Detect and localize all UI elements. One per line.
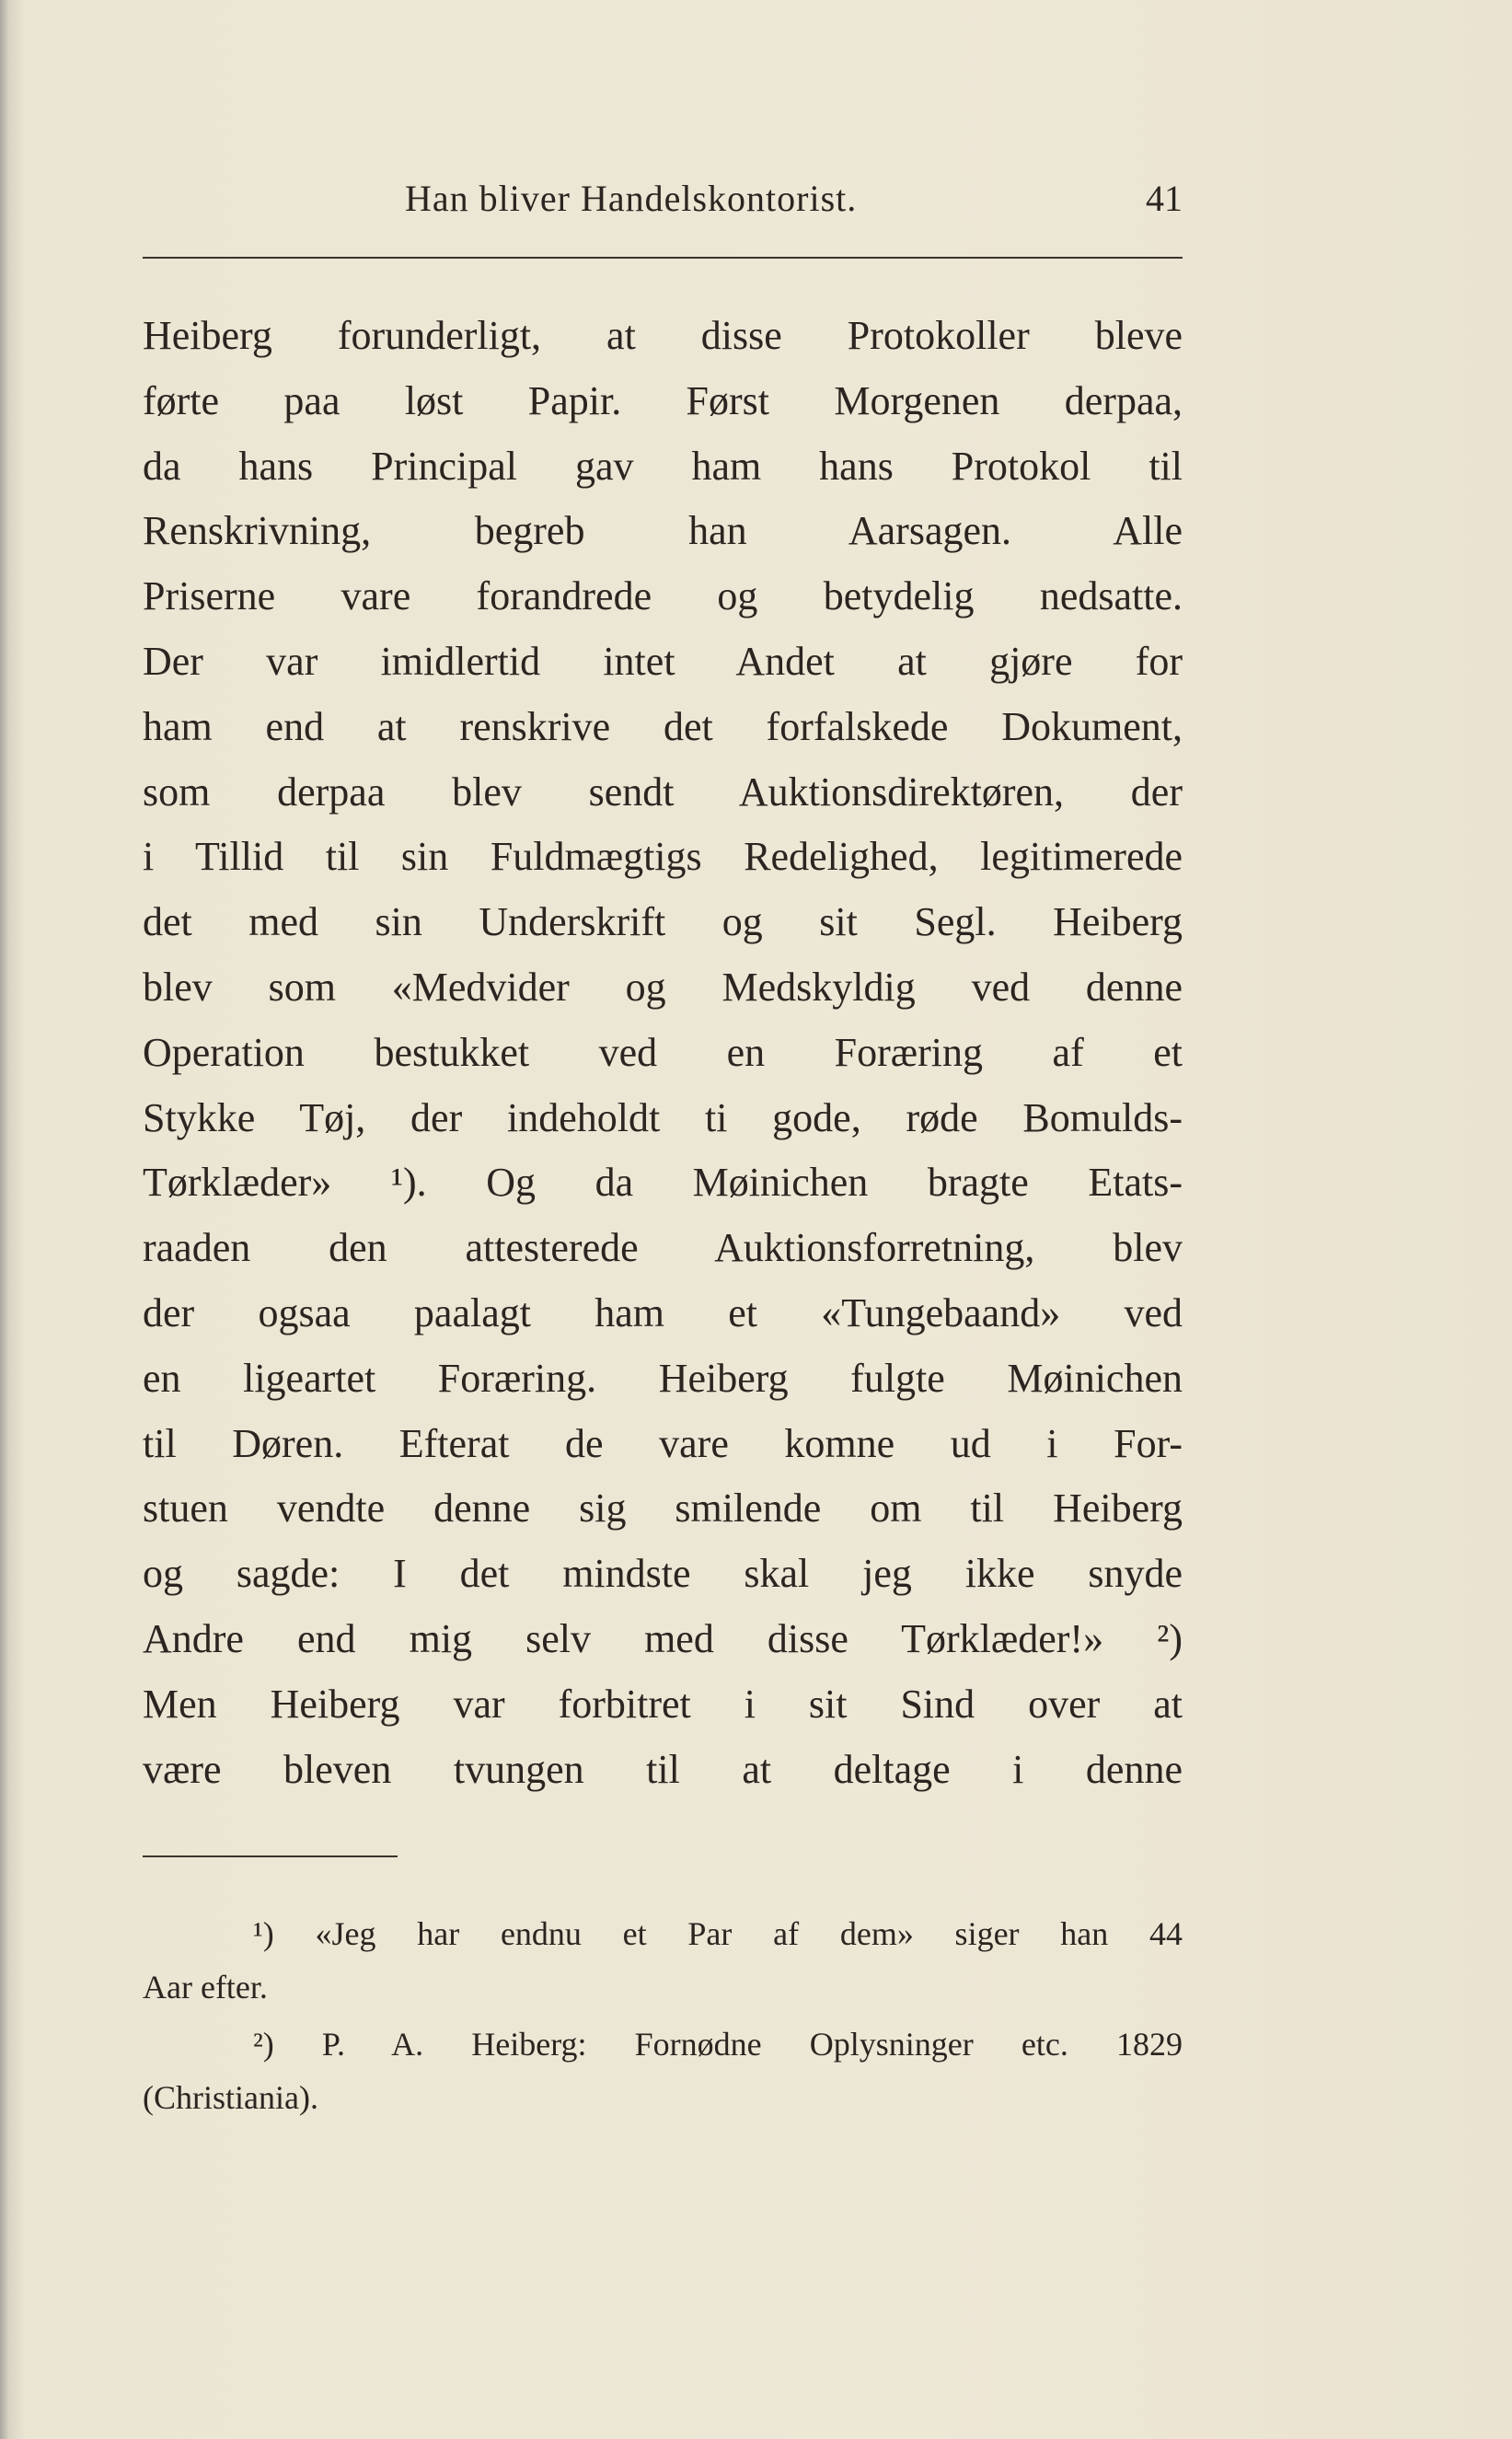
text-line: ham end at renskrive det forfalskede Dokument,	[143, 703, 1183, 749]
text-line: Andre end mig selv med disse Tørklæder!» ²)	[143, 1615, 1183, 1661]
text-line: Operation bestukket ved en Foræring af et	[143, 1029, 1183, 1075]
text-line: Der var imidlertid intet Andet at gjøre for	[143, 638, 1183, 684]
text-line: førte paa løst Papir. Først Morgenen derpaa,	[143, 377, 1183, 423]
page-number: 41	[1146, 178, 1183, 219]
text-line: Renskrivning, begreb han Aarsagen. Alle	[143, 508, 1183, 554]
text-line: i Tillid til sin Fuldmægtigs Redelighed, legitimerede	[143, 834, 1183, 880]
footnote-line: ²) P. A. Heiberg: Fornødne Oplysninger etc. 1829	[253, 2026, 1183, 2063]
footnotes	[143, 1907, 1183, 2124]
running-title: Han bliver Handelskontorist.	[405, 178, 858, 219]
text-line: Tørklæder» ¹). Og da Møinichen bragte Etats-	[143, 1160, 1183, 1206]
text-line: der ogsaa paalagt ham et «Tungebaand» ved	[143, 1289, 1183, 1335]
text-line: stuen vendte denne sig smilende om til Heiberg	[143, 1485, 1183, 1532]
footnote-line: Aar efter.	[143, 1969, 268, 2006]
text-line: Heiberg forunderligt, at disse Protokoller bleve	[143, 313, 1183, 358]
text-line: det med sin Underskrift og sit Segl. Heiberg	[143, 899, 1183, 945]
text-line: som derpaa blev sendt Auktionsdirektøren, der	[143, 769, 1183, 815]
running-head	[143, 177, 1183, 232]
text-line: raaden den attesterede Auktionsforretning, blev	[143, 1225, 1183, 1271]
footnote-line: ¹) «Jeg har endnu et Par af dem» siger han 44	[253, 1915, 1183, 1952]
text-line: være bleven tvungen til at deltage i denne	[143, 1746, 1183, 1792]
body-text	[143, 304, 1183, 1802]
text-line: da hans Principal gav ham hans Protokol til	[143, 443, 1183, 489]
text-line: blev som «Medvider og Medskyldig ved denne	[143, 964, 1183, 1010]
header-rule	[143, 257, 1183, 259]
text-line: Priserne vare forandrede og betydelig nedsatte.	[143, 573, 1183, 619]
text-line: en ligeartet Foræring. Heiberg fulgte Møinichen	[143, 1355, 1183, 1401]
text-line: til Døren. Efterat de vare komne ud i For-	[143, 1420, 1183, 1466]
footnote-line: (Christiania).	[143, 2079, 318, 2116]
text-line: Men Heiberg var forbitret i sit Sind over at	[143, 1681, 1183, 1727]
footnote-rule	[143, 1855, 398, 1857]
text-line: og sagde: I det mindste skal jeg ikke snyde	[143, 1551, 1183, 1597]
text-line: Stykke Tøj, der indeholdt ti gode, røde Bomulds-	[143, 1094, 1183, 1140]
